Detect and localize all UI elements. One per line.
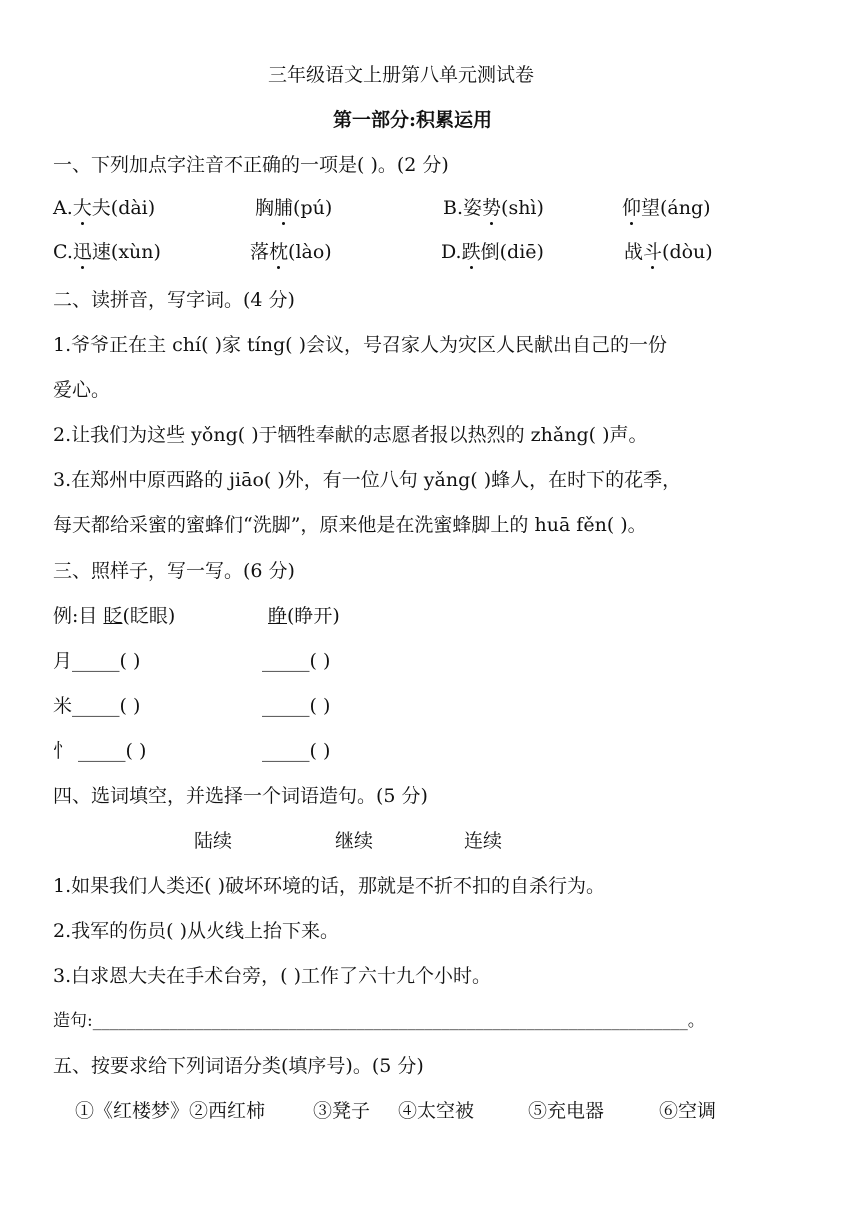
q1-option-b-word2: 仰望(áng) (622, 197, 711, 219)
q2-line-4: 3.在郑州中原西路的 jiāo( )外，有一位八句 yǎng( )蜂人，在时下的花季， (53, 469, 682, 491)
page-title: 三年级语文上册第八单元测试卷 (268, 64, 535, 86)
q4-line-2: 2.我军的伤员( )从火线上抬下来。 (53, 920, 339, 942)
q5-heading: 五、按要求给下列词语分类(填序号)。(5 分) (53, 1055, 424, 1077)
q2-heading: 二、读拼音，写字词。(4 分) (53, 289, 295, 311)
q4-heading: 四、选词填空，并选择一个词语造句。(5 分) (53, 785, 428, 807)
q3-row-mi-blank2: _____( ) (262, 695, 331, 717)
q3-row-xin: 忄 _____( ) (53, 740, 147, 762)
q4-word-3: 连续 (464, 830, 503, 852)
q1-option-a: A.大夫(dài) (53, 197, 156, 219)
q4-line-3: 3.白求恩大夫在手术台旁，( )工作了六十九个小时。 (53, 965, 491, 987)
q5-item-2: ③凳子 (313, 1100, 371, 1122)
q2-line-1: 1.爷爷正在主 chí( )家 tíng( )会议，号召家人为灾区人民献出自己的一份 (53, 334, 668, 356)
q2-line-5: 每天都给采蜜的蜜蜂们“洗脚”，原来他是在洗蜜蜂脚上的 huā fěn( )。 (53, 514, 647, 536)
q1-option-d: D.跌倒(diē) (441, 241, 544, 263)
q1-option-b: B.姿势(shì) (443, 197, 544, 219)
q3-example-2: 睁(睁开) (268, 605, 340, 627)
q1-heading: 一、下列加点字注音不正确的一项是( )。(2 分) (53, 154, 449, 176)
q1-option-c-word2: 落枕(lào) (250, 241, 332, 263)
q1-option-a-word2: 胸脯(pú) (255, 197, 333, 219)
q2-line-2: 爱心。 (53, 379, 111, 401)
q1-option-c: C.迅速(xùn) (53, 241, 161, 263)
q1-option-d-word2: 战斗(dòu) (624, 241, 713, 263)
q4-word-1: 陆续 (194, 830, 233, 852)
q5-item-5: ⑥空调 (659, 1100, 717, 1122)
q5-item-4: ⑤充电器 (528, 1100, 605, 1122)
q5-item-3: ④太空被 (398, 1100, 475, 1122)
q5-item-1: ①《红楼梦》②西红柿 (75, 1100, 266, 1122)
part-title: 第一部分:积累运用 (333, 109, 493, 131)
q3-row-yue: 月_____( ) (53, 650, 141, 672)
q3-heading: 三、照样子，写一写。(6 分) (53, 560, 295, 582)
q3-row-xin-blank2: _____( ) (262, 740, 331, 762)
q3-row-mi: 米_____( ) (53, 695, 141, 717)
q3-row-yue-blank2: _____( ) (262, 650, 331, 672)
q4-line-1: 1.如果我们人类还( )破坏环境的话，那就是不折不扣的自杀行为。 (53, 875, 605, 897)
q4-word-2: 继续 (335, 830, 374, 852)
q2-line-3: 2.让我们为这些 yǒng( )于牺牲奉献的志愿者报以热烈的 zhǎng( )声。 (53, 424, 648, 446)
q3-example: 例:目 眨(眨眼) (53, 605, 176, 627)
q4-sentence-line: 造句:______________________________________________________________________。 (53, 1011, 705, 1031)
